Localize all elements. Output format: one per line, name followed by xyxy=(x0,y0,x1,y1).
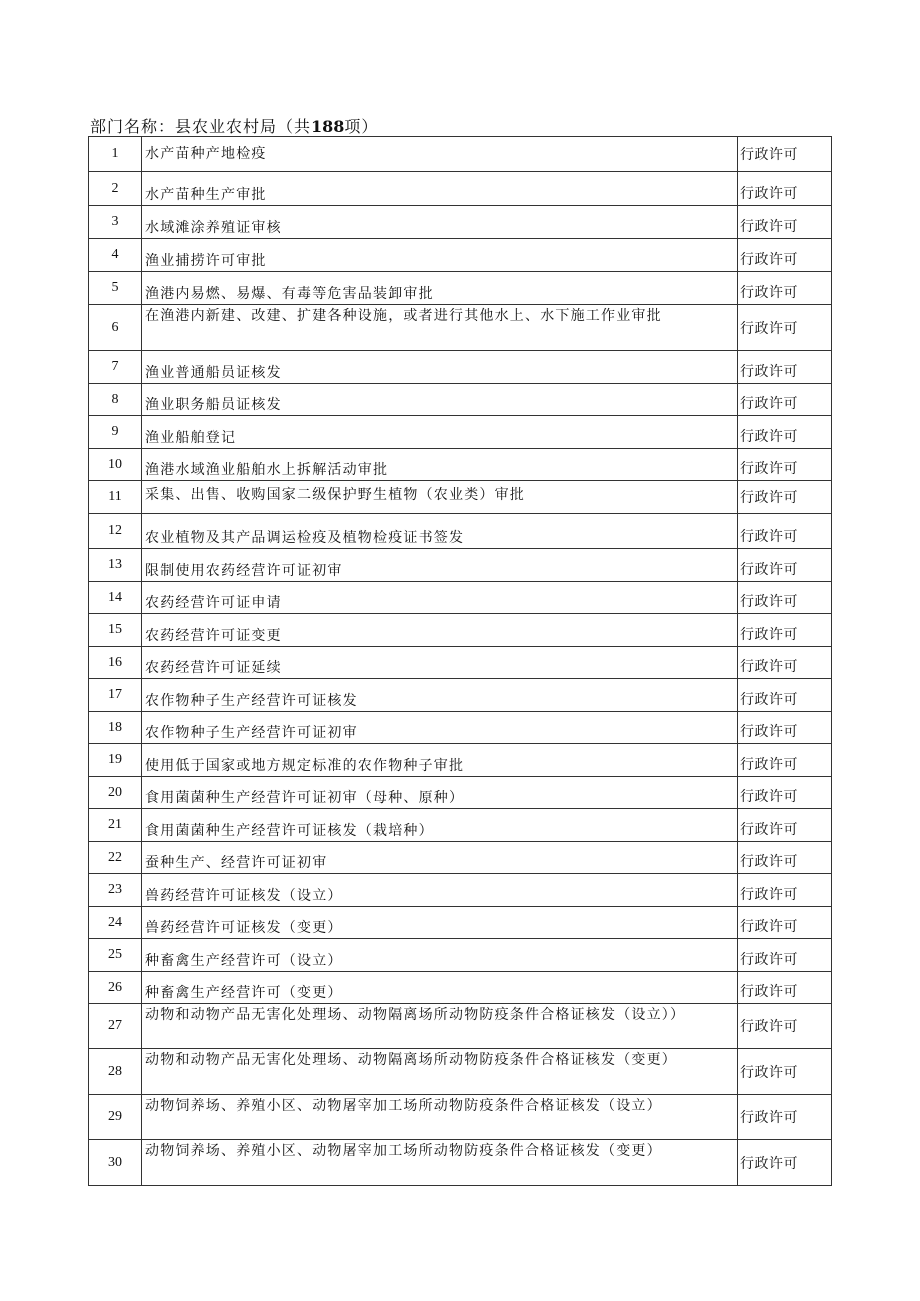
item-name: 种畜禽生产经营许可（变更） xyxy=(142,972,738,1004)
item-number: 10 xyxy=(89,449,142,481)
item-name: 水域滩涂养殖证审核 xyxy=(142,206,738,239)
table-row xyxy=(89,206,832,239)
item-name: 渔业职务船员证核发 xyxy=(142,384,738,416)
item-name: 兽药经营许可证核发（变更） xyxy=(142,907,738,939)
item-number: 15 xyxy=(89,614,142,647)
item-count: 188 xyxy=(311,117,345,136)
table-row xyxy=(89,712,832,744)
item-name: 食用菌菌种生产经营许可证核发（栽培种） xyxy=(142,809,738,842)
table-row xyxy=(89,384,832,416)
item-type: 行政许可 xyxy=(738,1140,832,1186)
item-number: 16 xyxy=(89,647,142,679)
item-type: 行政许可 xyxy=(738,809,832,842)
item-name: 渔业船舶登记 xyxy=(142,416,738,449)
item-type: 行政许可 xyxy=(738,206,832,239)
item-number: 21 xyxy=(89,809,142,842)
item-number: 8 xyxy=(89,384,142,416)
item-number: 29 xyxy=(89,1095,142,1140)
item-type: 行政许可 xyxy=(738,351,832,384)
item-type: 行政许可 xyxy=(738,939,832,972)
item-name: 农药经营许可证申请 xyxy=(142,582,738,614)
item-name: 动物饲养场、养殖小区、动物屠宰加工场所动物防疫条件合格证核发（设立） xyxy=(142,1095,738,1140)
table-row xyxy=(89,272,832,305)
table-row xyxy=(89,647,832,679)
item-name: 水产苗种产地检疫 xyxy=(142,137,738,172)
table-row xyxy=(89,1004,832,1049)
item-number: 4 xyxy=(89,239,142,272)
item-type: 行政许可 xyxy=(738,712,832,744)
table-row xyxy=(89,907,832,939)
item-name: 采集、出售、收购国家二级保护野生植物（农业类）审批 xyxy=(142,481,738,514)
table-row xyxy=(89,582,832,614)
table-row xyxy=(89,239,832,272)
table-row xyxy=(89,1095,832,1140)
item-type: 行政许可 xyxy=(738,972,832,1004)
item-type: 行政许可 xyxy=(738,137,832,172)
title-suffix: 项） xyxy=(344,117,379,136)
items-table-body xyxy=(89,137,832,1186)
table-row xyxy=(89,939,832,972)
table-row xyxy=(89,842,832,874)
item-type: 行政许可 xyxy=(738,514,832,549)
item-number: 22 xyxy=(89,842,142,874)
table-row xyxy=(89,351,832,384)
table-row xyxy=(89,809,832,842)
item-name: 动物和动物产品无害化处理场、动物隔离场所动物防疫条件合格证核发（设立）） xyxy=(142,1004,738,1049)
item-number: 28 xyxy=(89,1049,142,1095)
item-number: 9 xyxy=(89,416,142,449)
item-number: 24 xyxy=(89,907,142,939)
table-row xyxy=(89,449,832,481)
item-number: 26 xyxy=(89,972,142,1004)
item-name: 农作物种子生产经营许可证核发 xyxy=(142,679,738,712)
item-type: 行政许可 xyxy=(738,777,832,809)
item-number: 7 xyxy=(89,351,142,384)
item-type: 行政许可 xyxy=(738,874,832,907)
table-row xyxy=(89,1140,832,1186)
item-name: 动物和动物产品无害化处理场、动物隔离场所动物防疫条件合格证核发（变更） xyxy=(142,1049,738,1095)
item-name: 在渔港内新建、改建、扩建各种设施，或者进行其他水上、水下施工作业审批 xyxy=(142,305,738,351)
item-type: 行政许可 xyxy=(738,1049,832,1095)
item-type: 行政许可 xyxy=(738,647,832,679)
item-name: 渔业普通船员证核发 xyxy=(142,351,738,384)
table-row xyxy=(89,874,832,907)
item-name: 动物饲养场、养殖小区、动物屠宰加工场所动物防疫条件合格证核发（变更） xyxy=(142,1140,738,1186)
table-row xyxy=(89,416,832,449)
item-type: 行政许可 xyxy=(738,582,832,614)
table-row xyxy=(89,137,832,172)
item-type: 行政许可 xyxy=(738,449,832,481)
item-name: 农业植物及其产品调运检疫及植物检疫证书签发 xyxy=(142,514,738,549)
item-type: 行政许可 xyxy=(738,481,832,514)
item-type: 行政许可 xyxy=(738,1095,832,1140)
table-row xyxy=(89,172,832,206)
table-row xyxy=(89,777,832,809)
item-name: 渔港水域渔业船舶水上拆解活动审批 xyxy=(142,449,738,481)
table-row xyxy=(89,481,832,514)
item-name: 农作物种子生产经营许可证初审 xyxy=(142,712,738,744)
item-type: 行政许可 xyxy=(738,272,832,305)
table-row xyxy=(89,972,832,1004)
item-number: 19 xyxy=(89,744,142,777)
item-number: 3 xyxy=(89,206,142,239)
item-type: 行政许可 xyxy=(738,384,832,416)
table-row xyxy=(89,1049,832,1095)
item-type: 行政许可 xyxy=(738,549,832,582)
table-row xyxy=(89,514,832,549)
item-number: 1 xyxy=(89,137,142,172)
table-row xyxy=(89,744,832,777)
item-name: 兽药经营许可证核发（设立） xyxy=(142,874,738,907)
item-number: 17 xyxy=(89,679,142,712)
item-type: 行政许可 xyxy=(738,679,832,712)
item-type: 行政许可 xyxy=(738,239,832,272)
items-table xyxy=(88,136,832,1186)
item-name: 渔业捕捞许可审批 xyxy=(142,239,738,272)
table-row xyxy=(89,614,832,647)
title-prefix: 部门名称：县农业农村局（共 xyxy=(90,117,312,136)
item-type: 行政许可 xyxy=(738,744,832,777)
item-number: 13 xyxy=(89,549,142,582)
table-row xyxy=(89,679,832,712)
item-number: 5 xyxy=(89,272,142,305)
item-type: 行政许可 xyxy=(738,614,832,647)
item-number: 30 xyxy=(89,1140,142,1186)
table-row xyxy=(89,305,832,351)
item-type: 行政许可 xyxy=(738,305,832,351)
item-number: 27 xyxy=(89,1004,142,1049)
item-number: 11 xyxy=(89,481,142,514)
item-name: 使用低于国家或地方规定标准的农作物种子审批 xyxy=(142,744,738,777)
item-type: 行政许可 xyxy=(738,416,832,449)
item-number: 25 xyxy=(89,939,142,972)
item-name: 种畜禽生产经营许可（设立） xyxy=(142,939,738,972)
item-number: 6 xyxy=(89,305,142,351)
table-row xyxy=(89,549,832,582)
item-number: 23 xyxy=(89,874,142,907)
item-name: 蚕种生产、经营许可证初审 xyxy=(142,842,738,874)
item-name: 农药经营许可证变更 xyxy=(142,614,738,647)
item-type: 行政许可 xyxy=(738,907,832,939)
item-type: 行政许可 xyxy=(738,842,832,874)
item-number: 14 xyxy=(89,582,142,614)
department-title xyxy=(90,114,378,137)
item-name: 渔港内易燃、易爆、有毒等危害品装卸审批 xyxy=(142,272,738,305)
item-type: 行政许可 xyxy=(738,1004,832,1049)
item-number: 2 xyxy=(89,172,142,206)
item-number: 20 xyxy=(89,777,142,809)
item-number: 18 xyxy=(89,712,142,744)
item-name: 食用菌菌种生产经营许可证初审（母种、原种） xyxy=(142,777,738,809)
item-name: 水产苗种生产审批 xyxy=(142,172,738,206)
item-name: 限制使用农药经营许可证初审 xyxy=(142,549,738,582)
item-number: 12 xyxy=(89,514,142,549)
item-type: 行政许可 xyxy=(738,172,832,206)
item-name: 农药经营许可证延续 xyxy=(142,647,738,679)
